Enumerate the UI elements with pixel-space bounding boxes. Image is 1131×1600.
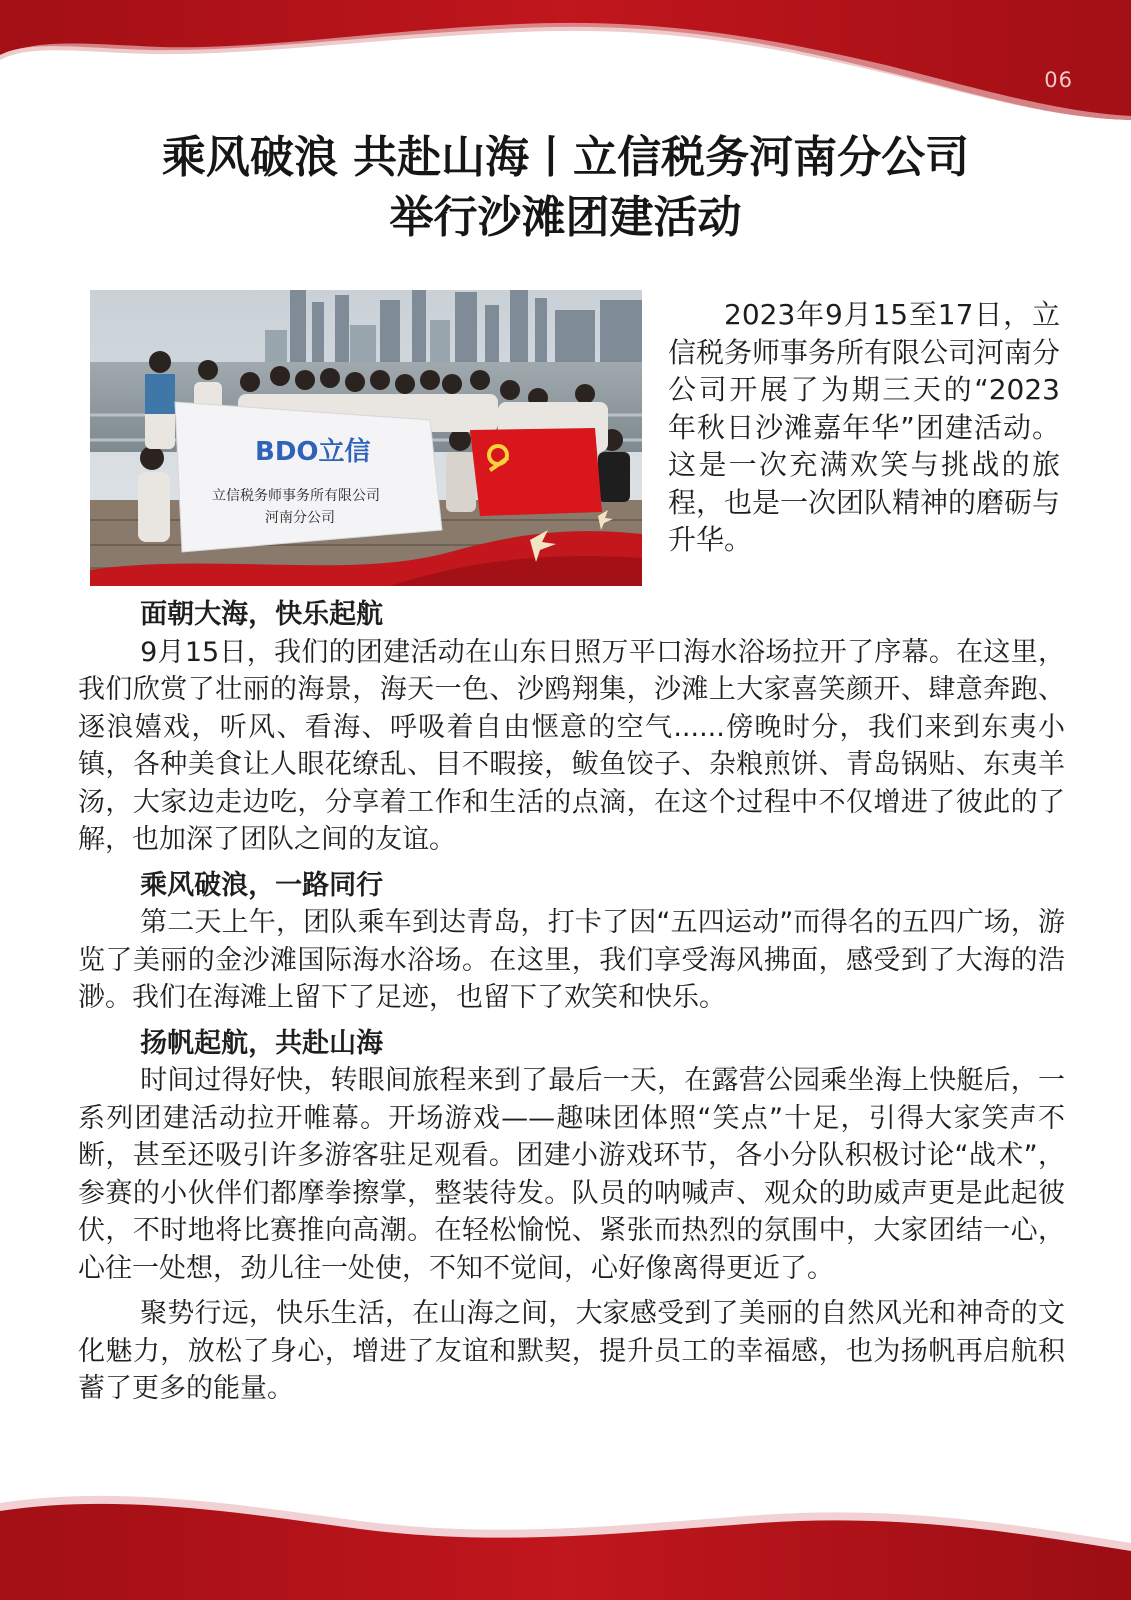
banner-logo: BDO立信 <box>255 437 371 467</box>
page-number: 06 <box>1044 68 1073 92</box>
section-3-paragraph-2: 聚势行远，快乐生活，在山海之间，大家感受到了美丽的自然风光和神奇的文化魅力，放松了身心，增进了友谊和默契，提升员工的幸福感，也为扬帆再启航积蓄了更多的能量。 <box>78 1298 1065 1404</box>
page-title <box>60 128 1071 248</box>
group-photo <box>90 290 642 586</box>
top-wave-decoration <box>0 0 1131 125</box>
section-2-paragraph-1: 第二天上午，团队乘车到达青岛，打卡了因“五四运动”而得名的五四广场，游览了美丽的金沙滩国际海水浴场。在这里，我们享受海风拂面，感受到了大海的浩渺。我们在海滩上留下了足迹，也留下了欢笑和快乐。 <box>78 907 1065 1013</box>
title-line-2: 举行沙滩团建活动 <box>389 192 742 243</box>
section-3-paragraph-1: 时间过得好快，转眼间旅程来到了最后一天，在露营公园乘坐海上快艇后，一系列团建活动拉开帷幕。开场游戏——趣味团体照“笑点”十足，引得大家笑声不断，甚至还吸引许多游客驻足观看。团建小游戏环节，各小分队积极讨论“战术”，参赛的小伙伴们都摩拳擦掌，整装待发。队员的呐喊声、观众的助威声更是此起彼伏，不时地将比赛推向高潮。在轻松愉悦、紧张而热烈的氛围中，大家团结一心，心往一处想，劲儿往一处使，不知不觉间，心好像离得更近了。 <box>78 1065 1065 1284</box>
section-heading-1: 面朝大海，快乐起航 <box>140 599 384 630</box>
section-heading-2: 乘风破浪，一路同行 <box>140 869 384 901</box>
section-1-paragraph-1: 9月15日，我们的团建活动在山东日照万平口海水浴场拉开了序幕。在这里，我们欣赏了壮丽的海景，海天一色、沙鸥翔集，沙滩上大家喜笑颜开、肆意奔跑、逐浪嬉戏，听风、看海、呼吸着自由惬意的空气......傍晚时分，我们来到东夷小镇，各种美食让人眼花缭乱、目不暇接，鲅鱼饺子、杂粮煎饼、青岛锅贴、东夷羊汤，大家边走边吃，分享着工作和生活的点滴，在这个过程中不仅增进了彼此的了解，也加深了团队之间的友谊。 <box>78 636 1065 855</box>
bottom-wave-decoration <box>0 1485 1131 1600</box>
banner-line-1: 立信税务师事务所有限公司 <box>212 488 380 504</box>
title-line-1: 乘风破浪 共赴山海丨立信税务河南分公司 <box>161 132 970 183</box>
intro-paragraph: 2023年9月15至17日，立信税务师事务所有限公司河南分公司开展了为期三天的“2023年秋日沙滩嘉年华”团建活动。这是一次充满欢笑与挑战的旅程，也是一次团队精神的磨砺与升华。 <box>668 298 1061 556</box>
banner-line-2: 河南分公司 <box>265 510 335 526</box>
article-body <box>78 596 1065 1408</box>
section-heading-3: 扬帆起航，共赴山海 <box>140 1027 384 1059</box>
